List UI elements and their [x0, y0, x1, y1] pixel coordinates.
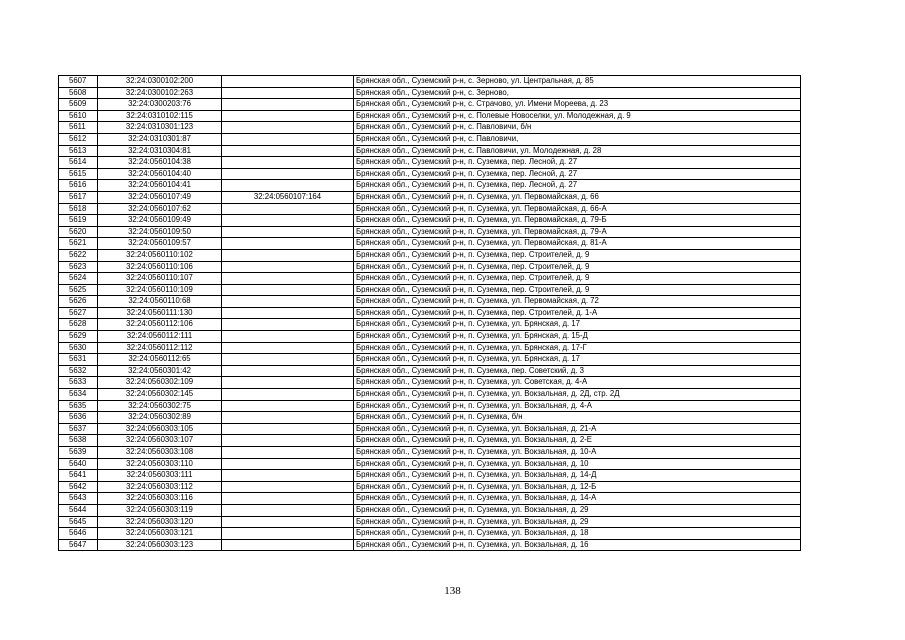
address-cell: Брянская обл., Суземский р-н, п. Суземка, ул. Вокзальная, д. 10 [354, 458, 801, 470]
cadastral-number-cell: 32:24:0560303:123 [98, 539, 222, 551]
cadastral-number-cell: 32:24:0560303:119 [98, 504, 222, 516]
cadastral-number-cell: 32:24:0560107:62 [98, 203, 222, 215]
row-number-cell: 5639 [59, 447, 98, 459]
cadastral-number-cell: 32:24:0560301:42 [98, 365, 222, 377]
cadastral-number-cell: 32:24:0560110:68 [98, 296, 222, 308]
linked-cadastral-number-cell [222, 516, 354, 528]
cadastral-number-cell: 32:24:0560112:106 [98, 319, 222, 331]
table-row [59, 133, 801, 145]
table-row [59, 215, 801, 227]
row-number-cell: 5615 [59, 168, 98, 180]
cadastral-number-cell: 32:24:0560303:108 [98, 447, 222, 459]
cadastral-number-cell: 32:24:0310301:87 [98, 133, 222, 145]
cadastral-number-cell: 32:24:0560111:130 [98, 307, 222, 319]
address-cell: Брянская обл., Суземский р-н, п. Суземка, б/н [354, 412, 801, 424]
linked-cadastral-number-cell [222, 458, 354, 470]
page-number: 138 [444, 585, 461, 597]
cadastral-number-cell: 32:24:0560112:112 [98, 342, 222, 354]
linked-cadastral-number-cell [222, 226, 354, 238]
linked-cadastral-number-cell [222, 168, 354, 180]
row-number-cell: 5635 [59, 400, 98, 412]
linked-cadastral-number-cell [222, 493, 354, 505]
row-number-cell: 5640 [59, 458, 98, 470]
address-cell: Брянская обл., Суземский р-н, п. Суземка, пер. Строителей, д. 9 [354, 249, 801, 261]
cadastral-number-cell: 32:24:0310304:81 [98, 145, 222, 157]
table-row [59, 412, 801, 424]
cadastral-number-cell: 32:24:0560303:116 [98, 493, 222, 505]
address-cell: Брянская обл., Суземский р-н, п. Суземка, ул. Первомайская, д. 79-Б [354, 215, 801, 227]
table-row [59, 528, 801, 540]
row-number-cell: 5642 [59, 481, 98, 493]
cadastral-number-cell: 32:24:0300102:200 [98, 76, 222, 88]
row-number-cell: 5619 [59, 215, 98, 227]
cadastral-number-cell: 32:24:0560303:120 [98, 516, 222, 528]
linked-cadastral-number-cell [222, 238, 354, 250]
address-cell: Брянская обл., Суземский р-н, п. Суземка, пер. Лесной, д. 27 [354, 168, 801, 180]
address-cell: Брянская обл., Суземский р-н, п. Суземка, пер. Лесной, д. 27 [354, 180, 801, 192]
row-number-cell: 5617 [59, 191, 98, 203]
cadastral-number-cell: 32:24:0310301:123 [98, 122, 222, 134]
address-cell: Брянская обл., Суземский р-н, п. Суземка, пер. Строителей, д. 9 [354, 261, 801, 273]
table-row [59, 99, 801, 111]
address-cell: Брянская обл., Суземский р-н, п. Суземка, пер. Строителей, д. 9 [354, 284, 801, 296]
table-row [59, 423, 801, 435]
address-cell: Брянская обл., Суземский р-н, с. Полевые Новоселки, ул. Молодежная, д. 9 [354, 110, 801, 122]
row-number-cell: 5609 [59, 99, 98, 111]
table-row [59, 331, 801, 343]
table-row [59, 377, 801, 389]
linked-cadastral-number-cell [222, 284, 354, 296]
address-cell: Брянская обл., Суземский р-н, п. Суземка, пер. Советский, д. 3 [354, 365, 801, 377]
table-row [59, 157, 801, 169]
row-number-cell: 5627 [59, 307, 98, 319]
table-row [59, 168, 801, 180]
row-number-cell: 5608 [59, 87, 98, 99]
table-row [59, 110, 801, 122]
address-cell: Брянская обл., Суземский р-н, п. Суземка, ул. Вокзальная, д. 12-Б [354, 481, 801, 493]
cadastral-number-cell: 32:24:0560107:49 [98, 191, 222, 203]
row-number-cell: 5618 [59, 203, 98, 215]
table-row [59, 238, 801, 250]
address-cell: Брянская обл., Суземский р-н, п. Суземка, ул. Первомайская, д. 66 [354, 191, 801, 203]
row-number-cell: 5621 [59, 238, 98, 250]
cadastral-number-cell: 32:24:0560110:109 [98, 284, 222, 296]
linked-cadastral-number-cell [222, 215, 354, 227]
cadastral-number-cell: 32:24:0560302:109 [98, 377, 222, 389]
address-cell: Брянская обл., Суземский р-н, п. Суземка, ул. Первомайская, д. 79-А [354, 226, 801, 238]
table-row [59, 365, 801, 377]
cadastral-number-cell: 32:24:0560109:49 [98, 215, 222, 227]
row-number-cell: 5616 [59, 180, 98, 192]
table-row [59, 470, 801, 482]
linked-cadastral-number-cell [222, 412, 354, 424]
row-number-cell: 5629 [59, 331, 98, 343]
table-row [59, 342, 801, 354]
cadastral-number-cell: 32:24:0560303:107 [98, 435, 222, 447]
linked-cadastral-number-cell [222, 354, 354, 366]
table-row [59, 389, 801, 401]
linked-cadastral-number-cell [222, 400, 354, 412]
row-number-cell: 5633 [59, 377, 98, 389]
linked-cadastral-number-cell [222, 447, 354, 459]
registry-table [58, 75, 801, 551]
linked-cadastral-number-cell [222, 504, 354, 516]
linked-cadastral-number-cell [222, 331, 354, 343]
cadastral-number-cell: 32:24:0560303:111 [98, 470, 222, 482]
cadastral-number-cell: 32:24:0560303:121 [98, 528, 222, 540]
row-number-cell: 5643 [59, 493, 98, 505]
table-row [59, 261, 801, 273]
cadastral-number-cell: 32:24:0560112:65 [98, 354, 222, 366]
table-row [59, 87, 801, 99]
table-row [59, 249, 801, 261]
address-cell: Брянская обл., Суземский р-н, п. Суземка, пер. Строителей, д. 9 [354, 273, 801, 285]
linked-cadastral-number-cell [222, 145, 354, 157]
address-cell: Брянская обл., Суземский р-н, п. Суземка, ул. Брянская, д. 17 [354, 354, 801, 366]
address-cell: Брянская обл., Суземский р-н, п. Суземка, ул. Советская, д. 4-А [354, 377, 801, 389]
row-number-cell: 5634 [59, 389, 98, 401]
table-row [59, 296, 801, 308]
linked-cadastral-number-cell [222, 365, 354, 377]
linked-cadastral-number-cell [222, 203, 354, 215]
cadastral-number-cell: 32:24:0560303:112 [98, 481, 222, 493]
cadastral-number-cell: 32:24:0560110:107 [98, 273, 222, 285]
cadastral-number-cell: 32:24:0560109:50 [98, 226, 222, 238]
address-cell: Брянская обл., Суземский р-н, с. Павловичи, б/н [354, 122, 801, 134]
address-cell: Брянская обл., Суземский р-н, п. Суземка, ул. Брянская, д. 17 [354, 319, 801, 331]
table-row [59, 458, 801, 470]
row-number-cell: 5612 [59, 133, 98, 145]
row-number-cell: 5631 [59, 354, 98, 366]
linked-cadastral-number-cell [222, 87, 354, 99]
row-number-cell: 5611 [59, 122, 98, 134]
cadastral-number-cell: 32:24:0560104:38 [98, 157, 222, 169]
row-number-cell: 5614 [59, 157, 98, 169]
address-cell: Брянская обл., Суземский р-н, п. Суземка, ул. Вокзальная, д. 2-Е [354, 435, 801, 447]
row-number-cell: 5613 [59, 145, 98, 157]
linked-cadastral-number-cell [222, 122, 354, 134]
row-number-cell: 5625 [59, 284, 98, 296]
address-cell: Брянская обл., Суземский р-н, п. Суземка, ул. Вокзальная, д. 10-А [354, 447, 801, 459]
address-cell: Брянская обл., Суземский р-н, п. Суземка, ул. Вокзальная, д. 29 [354, 516, 801, 528]
cadastral-number-cell: 32:24:0560302:145 [98, 389, 222, 401]
table-row [59, 307, 801, 319]
row-number-cell: 5607 [59, 76, 98, 88]
address-cell: Брянская обл., Суземский р-н, п. Суземка, ул. Брянская, д. 15-Д [354, 331, 801, 343]
address-cell: Брянская обл., Суземский р-н, п. Суземка, ул. Вокзальная, д. 2Д, стр. 2Д [354, 389, 801, 401]
linked-cadastral-number-cell [222, 99, 354, 111]
cadastral-number-cell: 32:24:0560110:102 [98, 249, 222, 261]
row-number-cell: 5647 [59, 539, 98, 551]
linked-cadastral-number-cell [222, 377, 354, 389]
address-cell: Брянская обл., Суземский р-н, п. Суземка, ул. Первомайская, д. 66-А [354, 203, 801, 215]
row-number-cell: 5626 [59, 296, 98, 308]
linked-cadastral-number-cell [222, 157, 354, 169]
linked-cadastral-number-cell [222, 423, 354, 435]
table-row [59, 284, 801, 296]
address-cell: Брянская обл., Суземский р-н, п. Суземка, ул. Вокзальная, д. 14-Д [354, 470, 801, 482]
linked-cadastral-number-cell [222, 435, 354, 447]
row-number-cell: 5644 [59, 504, 98, 516]
linked-cadastral-number-cell [222, 273, 354, 285]
table-row [59, 447, 801, 459]
row-number-cell: 5620 [59, 226, 98, 238]
linked-cadastral-number-cell [222, 261, 354, 273]
table-row [59, 180, 801, 192]
linked-cadastral-number-cell: 32:24:0560107:164 [222, 191, 354, 203]
linked-cadastral-number-cell [222, 133, 354, 145]
linked-cadastral-number-cell [222, 342, 354, 354]
address-cell: Брянская обл., Суземский р-н, с. Павловичи, ул. Молодежная, д. 28 [354, 145, 801, 157]
row-number-cell: 5636 [59, 412, 98, 424]
registry-table-body [59, 76, 801, 551]
address-cell: Брянская обл., Суземский р-н, п. Суземка, ул. Вокзальная, д. 18 [354, 528, 801, 540]
address-cell: Брянская обл., Суземский р-н, п. Суземка, ул. Вокзальная, д. 4-А [354, 400, 801, 412]
linked-cadastral-number-cell [222, 389, 354, 401]
row-number-cell: 5632 [59, 365, 98, 377]
address-cell: Брянская обл., Суземский р-н, п. Суземка, ул. Вокзальная, д. 14-А [354, 493, 801, 505]
table-row [59, 191, 801, 203]
address-cell: Брянская обл., Суземский р-н, с. Зерново, ул. Центральная, д. 85 [354, 76, 801, 88]
cadastral-number-cell: 32:24:0560104:40 [98, 168, 222, 180]
row-number-cell: 5641 [59, 470, 98, 482]
table-row [59, 226, 801, 238]
linked-cadastral-number-cell [222, 539, 354, 551]
cadastral-number-cell: 32:24:0560303:105 [98, 423, 222, 435]
cadastral-number-cell: 32:24:0300203:76 [98, 99, 222, 111]
address-cell: Брянская обл., Суземский р-н, п. Суземка, пер. Лесной, д. 27 [354, 157, 801, 169]
linked-cadastral-number-cell [222, 528, 354, 540]
linked-cadastral-number-cell [222, 470, 354, 482]
address-cell: Брянская обл., Суземский р-н, п. Суземка, ул. Вокзальная, д. 21-А [354, 423, 801, 435]
row-number-cell: 5637 [59, 423, 98, 435]
table-row [59, 435, 801, 447]
address-cell: Брянская обл., Суземский р-н, п. Суземка, ул. Первомайская, д. 72 [354, 296, 801, 308]
row-number-cell: 5628 [59, 319, 98, 331]
row-number-cell: 5623 [59, 261, 98, 273]
address-cell: Брянская обл., Суземский р-н, с. Страчово, ул. Имени Мореева, д. 23 [354, 99, 801, 111]
cadastral-number-cell: 32:24:0560109:57 [98, 238, 222, 250]
cadastral-number-cell: 32:24:0310102:115 [98, 110, 222, 122]
table-row [59, 481, 801, 493]
cadastral-number-cell: 32:24:0560302:75 [98, 400, 222, 412]
linked-cadastral-number-cell [222, 481, 354, 493]
linked-cadastral-number-cell [222, 296, 354, 308]
address-cell: Брянская обл., Суземский р-н, с. Зерново, [354, 87, 801, 99]
table-row [59, 493, 801, 505]
table-row [59, 504, 801, 516]
linked-cadastral-number-cell [222, 76, 354, 88]
linked-cadastral-number-cell [222, 180, 354, 192]
row-number-cell: 5646 [59, 528, 98, 540]
row-number-cell: 5624 [59, 273, 98, 285]
linked-cadastral-number-cell [222, 319, 354, 331]
linked-cadastral-number-cell [222, 110, 354, 122]
table-row [59, 203, 801, 215]
address-cell: Брянская обл., Суземский р-н, п. Суземка, ул. Вокзальная, д. 16 [354, 539, 801, 551]
row-number-cell: 5622 [59, 249, 98, 261]
table-row [59, 539, 801, 551]
table-row [59, 400, 801, 412]
table-row [59, 145, 801, 157]
address-cell: Брянская обл., Суземский р-н, п. Суземка, ул. Первомайская, д. 81-А [354, 238, 801, 250]
linked-cadastral-number-cell [222, 249, 354, 261]
table-row [59, 76, 801, 88]
address-cell: Брянская обл., Суземский р-н, с. Павловичи, [354, 133, 801, 145]
table-row [59, 319, 801, 331]
row-number-cell: 5645 [59, 516, 98, 528]
address-cell: Брянская обл., Суземский р-н, п. Суземка, пер. Строителей, д. 1-А [354, 307, 801, 319]
table-row [59, 273, 801, 285]
cadastral-number-cell: 32:24:0560104:41 [98, 180, 222, 192]
address-cell: Брянская обл., Суземский р-н, п. Суземка, ул. Брянская, д. 17-Г [354, 342, 801, 354]
table-row [59, 516, 801, 528]
row-number-cell: 5638 [59, 435, 98, 447]
linked-cadastral-number-cell [222, 307, 354, 319]
cadastral-number-cell: 32:24:0560303:110 [98, 458, 222, 470]
cadastral-number-cell: 32:24:0560112:111 [98, 331, 222, 343]
table-row [59, 354, 801, 366]
row-number-cell: 5630 [59, 342, 98, 354]
table-row [59, 122, 801, 134]
row-number-cell: 5610 [59, 110, 98, 122]
cadastral-number-cell: 32:24:0560302:89 [98, 412, 222, 424]
address-cell: Брянская обл., Суземский р-н, п. Суземка, ул. Вокзальная, д. 29 [354, 504, 801, 516]
cadastral-number-cell: 32:24:0560110:106 [98, 261, 222, 273]
cadastral-number-cell: 32:24:0300102:263 [98, 87, 222, 99]
